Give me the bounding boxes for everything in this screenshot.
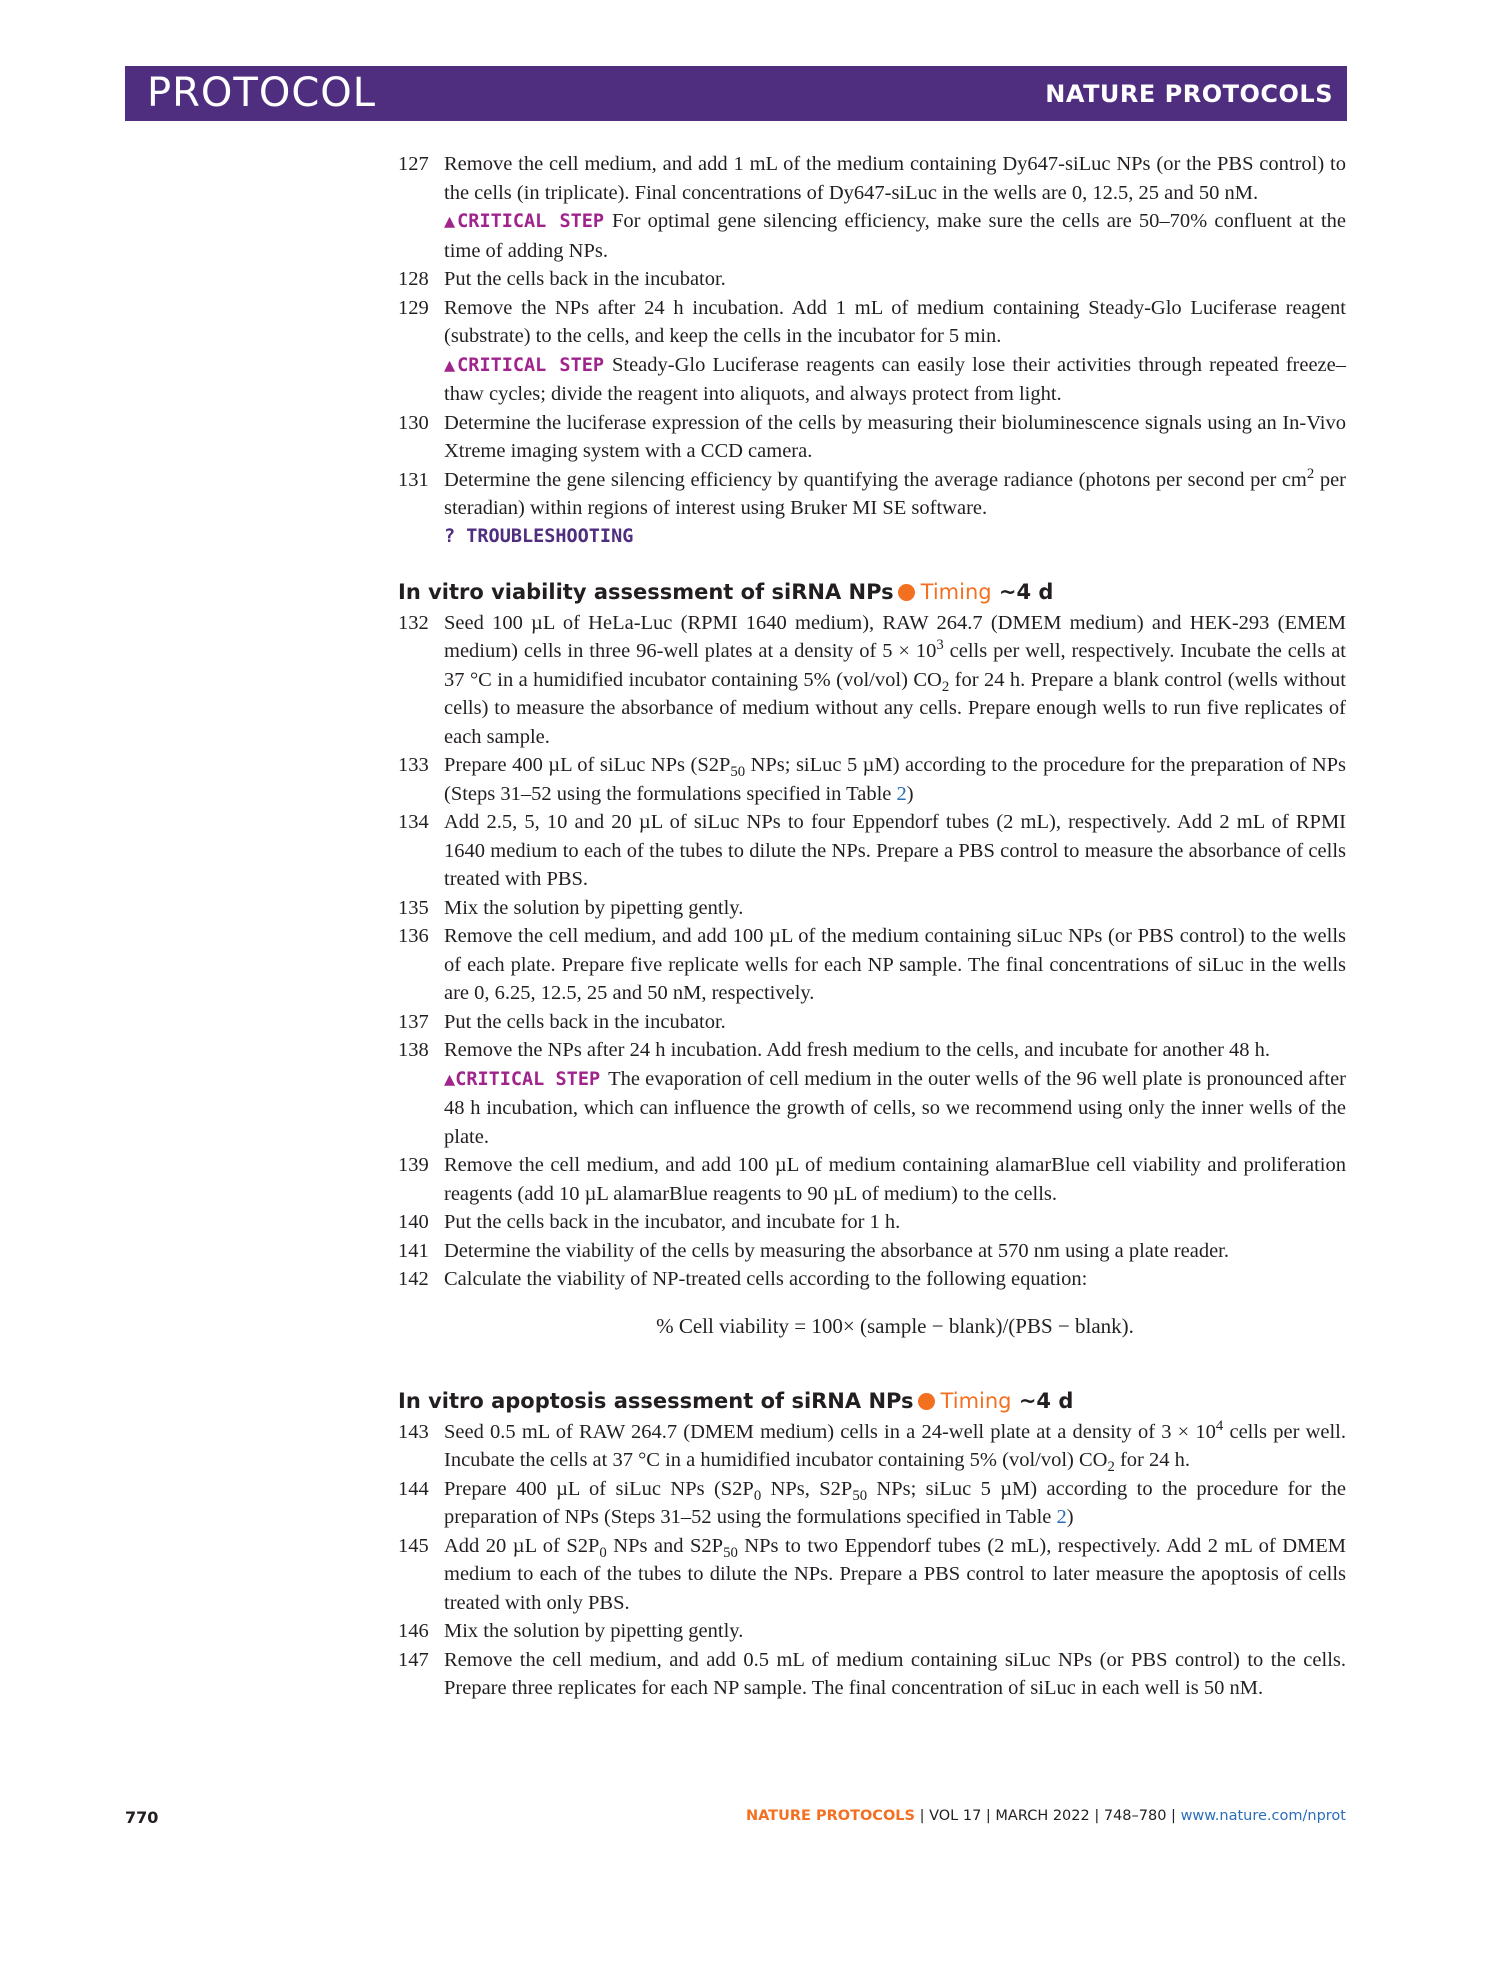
step-144	[398, 1475, 1346, 1532]
step-number: 132	[398, 611, 429, 634]
step-140	[398, 1208, 1346, 1237]
step-number: 128	[398, 268, 429, 290]
subscript: 50	[852, 1487, 868, 1504]
step-number: 134	[398, 811, 429, 833]
step-text: Remove the cell medium, and add 100 µL of medium containing alamarBlue cell viability and proliferation reagents (add 10 µL alamarBlue reagents to 90 µL of medium) to the cells.	[444, 1154, 1346, 1205]
footer-separator: |	[981, 1808, 996, 1824]
critical-step-label: ▲CRITICAL STEP	[444, 1068, 601, 1090]
step-number: 140	[398, 1211, 429, 1233]
step-number: 147	[398, 1648, 429, 1671]
subscript: 50	[723, 1544, 738, 1561]
footer-volume: VOL 17	[929, 1808, 982, 1824]
step-number: 129	[398, 296, 429, 319]
step-text: Put the cells back in the incubator, and incubate for 1 h.	[444, 1211, 901, 1233]
step-number: 142	[398, 1268, 429, 1290]
critical-step-label: ▲CRITICAL STEP	[444, 354, 604, 376]
step-number: 141	[398, 1239, 429, 1262]
footer-journal: NATURE PROTOCOLS	[745, 1808, 915, 1824]
step-146	[398, 1617, 1346, 1646]
step-text-cont: )	[1066, 1506, 1074, 1528]
timing-dot-icon	[918, 1393, 935, 1410]
timing-dot-icon	[898, 584, 915, 601]
step-text-cont: NPs to two Eppendorf tubes (2 mL), respectively. Add 2 mL of DMEM medium to each of the tubes to dilute the NPs. Prepare a PBS control to later measure the apoptosis of cells treated with only PBS.	[444, 1534, 1346, 1614]
step-text: Mix the solution by pipetting gently.	[444, 896, 744, 919]
step-text: Determine the viability of the cells by measuring the absorbance at 570 nm using a plate reader.	[444, 1239, 1230, 1262]
step-text: Calculate the viability of NP-treated cells according to the following equation:	[444, 1268, 1088, 1290]
step-text: Mix the solution by pipetting gently.	[444, 1620, 744, 1642]
step-text-cont: NPs, S2P	[761, 1477, 853, 1500]
step-text: Remove the cell medium, and add 1 mL of the medium containing Dy647-siLuc NPs (or the PBS control) to the cells (in triplicate). Final concentrations of Dy647-siLuc in the wells are 0, 12.5, 25 and 50 nM.	[444, 153, 1346, 204]
critical-step-138	[398, 1065, 1346, 1152]
step-131	[398, 466, 1346, 523]
step-137	[398, 1008, 1346, 1037]
step-number: 137	[398, 1010, 429, 1033]
step-text: Seed 0.5 mL of RAW 264.7 (DMEM medium) cells in a 24-well plate at a density of 3 × 10	[444, 1420, 1216, 1443]
step-138	[398, 1036, 1346, 1065]
step-number: 146	[398, 1620, 429, 1642]
step-133	[398, 751, 1346, 808]
troubleshooting-link[interactable]: ? TROUBLESHOOTING	[444, 525, 634, 547]
step-number: 145	[398, 1534, 429, 1557]
main-content	[398, 150, 1346, 1703]
timing-duration: ~4 d	[998, 579, 1054, 604]
step-text: Prepare 400 µL of siLuc NPs (S2P	[444, 1477, 754, 1500]
step-142	[398, 1265, 1346, 1294]
critical-step-127	[398, 207, 1346, 265]
subscript: 0	[753, 1487, 762, 1504]
step-135	[398, 894, 1346, 923]
step-145	[398, 1532, 1346, 1618]
table-link[interactable]: 2	[896, 782, 907, 805]
step-text-cont: NPs; siLuc 5 µM) according to the procedure for the preparation of NPs (Steps 31–52 using the formulations specified in Table	[444, 1477, 1346, 1528]
step-number: 127	[398, 153, 429, 175]
timing-duration: ~4 d	[1018, 1388, 1074, 1413]
viability-equation: % Cell viability = 100× (sample − blank)/(PBS − blank).	[656, 1313, 1134, 1338]
subscript: 50	[730, 764, 746, 781]
critical-step-text: For optimal gene silencing efficiency, make sure the cells are 50–70% confluent at the time of adding NPs.	[444, 210, 1346, 262]
step-text-cont: NPs; siLuc 5 µM) according to the procedure for the preparation of NPs (Steps 31–52 using the formulations specified in Table	[444, 754, 1346, 805]
critical-step-text: The evaporation of cell medium in the outer wells of the 96 well plate is pronounced after 48 h incubation, which can influence the growth of cells, so we recommend using only the inner wells of the plate.	[444, 1067, 1346, 1148]
step-text-cont: cells per well. Incubate the cells at 37 °C in a humidified incubator containing 5% (vol/vol) CO	[444, 1420, 1346, 1471]
step-text-cont: NPs and S2P	[606, 1534, 724, 1557]
step-text: Add 2.5, 5, 10 and 20 µL of siLuc NPs to four Eppendorf tubes (2 mL), respectively. Add 2 mL of RPMI 1640 medium to each of the tubes to dilute the NPs. Prepare a PBS control to measure the absorbance of cells treated with PBS.	[444, 811, 1346, 890]
step-143	[398, 1418, 1346, 1475]
step-132	[398, 609, 1346, 752]
subscript: 0	[599, 1544, 607, 1561]
step-text: Determine the luciferase expression of the cells by measuring their bioluminescence signals using an In-Vivo Xtreme imaging system with a CCD camera.	[444, 411, 1346, 462]
section-title: In vitro apoptosis assessment of siRNA NPs	[398, 1388, 914, 1413]
superscript: 3	[936, 637, 944, 654]
step-text-cont: )	[906, 782, 914, 805]
timing-label: Timing	[940, 1388, 1012, 1413]
section-heading-viability	[398, 577, 1346, 607]
step-number: 136	[398, 925, 429, 947]
footer-url-link[interactable]: www.nature.com/nprot	[1180, 1808, 1346, 1824]
page-number: 770	[125, 1808, 159, 1827]
header-section-label: PROTOCOL	[147, 70, 377, 116]
step-number: 133	[398, 754, 429, 776]
step-text: Add 20 µL of S2P	[444, 1534, 600, 1557]
step-number: 130	[398, 411, 429, 434]
step-number: 139	[398, 1154, 429, 1176]
critical-step-129	[398, 351, 1346, 409]
critical-step-text: Steady-Glo Luciferase reagents can easily lose their activities through repeated freeze–thaw cycles; divide the reagent into aliquots, and always protect from light.	[444, 353, 1346, 405]
timing-label: Timing	[920, 579, 992, 604]
step-128	[398, 265, 1346, 294]
footer-date: MARCH 2022	[995, 1808, 1090, 1824]
footer-separator: |	[1166, 1808, 1181, 1824]
subscript: 2	[941, 678, 950, 695]
step-number: 131	[398, 468, 429, 491]
step-text-cont: for 24 h.	[1114, 1449, 1190, 1471]
section-title: In vitro viability assessment of siRNA NPs	[398, 579, 894, 604]
step-number: 143	[398, 1420, 429, 1443]
step-text: Determine the gene silencing efficiency by quantifying the average radiance (photons per second per cm	[444, 468, 1307, 491]
header-banner	[125, 66, 1347, 121]
footer-pages: 748–780	[1103, 1808, 1167, 1824]
step-text: Remove the NPs after 24 h incubation. Add fresh medium to the cells, and incubate for another 48 h.	[444, 1039, 1271, 1061]
superscript: 2	[1306, 465, 1315, 482]
step-text-cont: cells per well, respectively. Incubate the cells at 37 °C in a humidified incubator containing 5% (vol/vol) CO	[444, 640, 1347, 691]
step-141	[398, 1237, 1346, 1266]
step-147	[398, 1646, 1346, 1703]
step-129	[398, 294, 1346, 351]
footer-separator: |	[1089, 1808, 1104, 1824]
step-text: Remove the cell medium, and add 0.5 mL of medium containing siLuc NPs (or PBS control) to the cells. Prepare three replicates for each NP sample. The final concentration of siLuc in each well is 50 nM.	[444, 1648, 1346, 1699]
step-130	[398, 409, 1346, 466]
step-text: Remove the cell medium, and add 100 µL of the medium containing siLuc NPs (or PBS control) to the wells of each plate. Prepare five replicate wells for each NP sample. The final concentrations of siLuc in the wells are 0, 6.25, 12.5, 25 and 50 nM, respectively.	[444, 925, 1346, 1004]
step-text: Seed 100 µL of HeLa-Luc (RPMI 1640 medium), RAW 264.7 (DMEM medium) and HEK-293 (EMEM medium) cells in three 96-well plates at a density of 5 × 10	[444, 611, 1346, 662]
subscript: 2	[1107, 1459, 1115, 1476]
step-text: Remove the NPs after 24 h incubation. Add 1 mL of medium containing Steady-Glo Luciferase reagent (substrate) to the cells, and keep the cells in the incubator for 5 min.	[444, 296, 1346, 347]
table-link[interactable]: 2	[1056, 1506, 1067, 1528]
step-127	[398, 150, 1346, 207]
superscript: 4	[1215, 1417, 1224, 1434]
footer-separator: |	[914, 1808, 930, 1824]
step-text-cont: per steradian) within regions of interest using Bruker MI SE software.	[444, 468, 1346, 519]
step-text: Put the cells back in the incubator.	[444, 268, 726, 290]
step-text-cont: for 24 h. Prepare a blank control (wells without cells) to measure the absorbance of medium without any cells. Prepare enough wells to run five replicates of each sample.	[444, 668, 1346, 748]
step-text: Put the cells back in the incubator.	[444, 1010, 726, 1033]
footer-citation	[746, 1808, 1346, 1824]
step-136	[398, 922, 1346, 1008]
step-number: 135	[398, 896, 429, 919]
step-number: 138	[398, 1039, 429, 1061]
header-journal-name: NATURE PROTOCOLS	[1045, 80, 1333, 108]
critical-step-label: ▲CRITICAL STEP	[444, 211, 604, 232]
step-number: 144	[398, 1477, 429, 1500]
step-text: Prepare 400 µL of siLuc NPs (S2P	[444, 754, 731, 776]
step-139	[398, 1151, 1346, 1208]
section-heading-apoptosis	[398, 1386, 1346, 1416]
step-134	[398, 808, 1346, 894]
